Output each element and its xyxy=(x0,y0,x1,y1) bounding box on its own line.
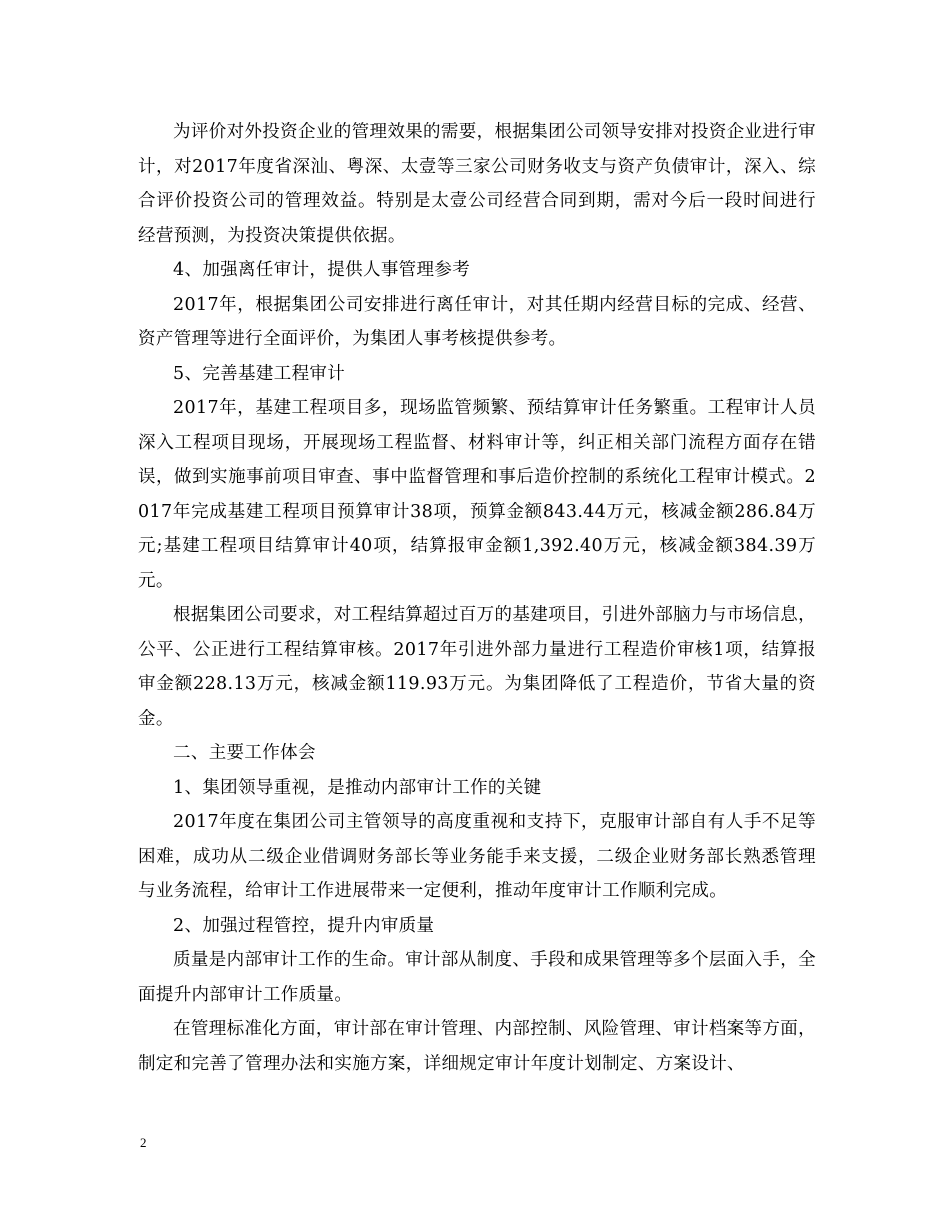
page-number: 2 xyxy=(140,1135,147,1150)
paragraph-audit-quality: 质量是内部审计工作的生命。审计部从制度、手段和成果管理等多个层面入手，全面提升内部审计工作质量。 xyxy=(138,950,816,1005)
heading-work-experience: 二、主要工作体会 xyxy=(173,743,316,763)
paragraph-standardization: 在管理标准化方面，审计部在审计管理、内部控制、风险管理、审计档案等方面，制定和完善了管理办法和实施方案，详细规定审计年度计划制定、方案设计、 xyxy=(138,1019,816,1074)
heading-process-control: 2、加强过程管控，提升内审质量 xyxy=(173,915,435,936)
paragraph-foreign-investment-audit: 为评价对外投资企业的管理效果的需要，根据集团公司领导安排对投资企业进行审计，对2017年度省深汕、粤深、太壹等三家公司财务收支与资产负债审计，深入、综合评价投资公司的管理效益。特别是太壹公司经营合同到期，需对今后一段时间进行经营预测，为投资决策提供依据。 xyxy=(138,122,816,246)
heading-construction-audit: 5、完善基建工程审计 xyxy=(173,363,346,384)
paragraph-external-review: 根据集团公司要求，对工程结算超过百万的基建项目，引进外部脑力与市场信息，公平、公正进行工程结算审核。2017年引进外部力量进行工程造价审核1项，结算报审金额228.13万元，核减金额119.93万元。为集团降低了工程造价，节省大量的资金。 xyxy=(138,605,816,729)
paragraph-leadership-support: 2017年度在集团公司主管领导的高度重视和支持下，克服审计部自有人手不足等困难，成功从二级企业借调财务部长等业务能手来支援，二级企业财务部长熟悉管理与业务流程，给审计工作进展带来一定便利，推动年度审计工作顺利完成。 xyxy=(138,812,816,901)
document-body xyxy=(138,115,816,1081)
heading-resignation-audit: 4、加强离任审计，提供人事管理参考 xyxy=(173,260,471,280)
heading-leadership-support: 1、集团领导重视，是推动内部审计工作的关键 xyxy=(173,777,542,798)
paragraph-resignation-audit: 2017年，根据集团公司安排进行离任审计，对其任期内经营目标的完成、经营、资产管理等进行全面评价，为集团人事考核提供参考。 xyxy=(138,294,816,349)
paragraph-construction-audit: 2017年，基建工程项目多，现场监管频繁、预结算审计任务繁重。工程审计人员深入工程项目现场，开展现场工程监督、材料审计等，纠正相关部门流程方面存在错误，做到实施事前项目审查、事中监督管理和事后造价控制的系统化工程审计模式。2017年完成基建工程项目预算审计38项，预算金额843.44万元，核减金额286.84万元;基建工程项目结算审计40项，结算报审金额1,392.40万元，核减金额384.39万元。 xyxy=(138,398,816,591)
